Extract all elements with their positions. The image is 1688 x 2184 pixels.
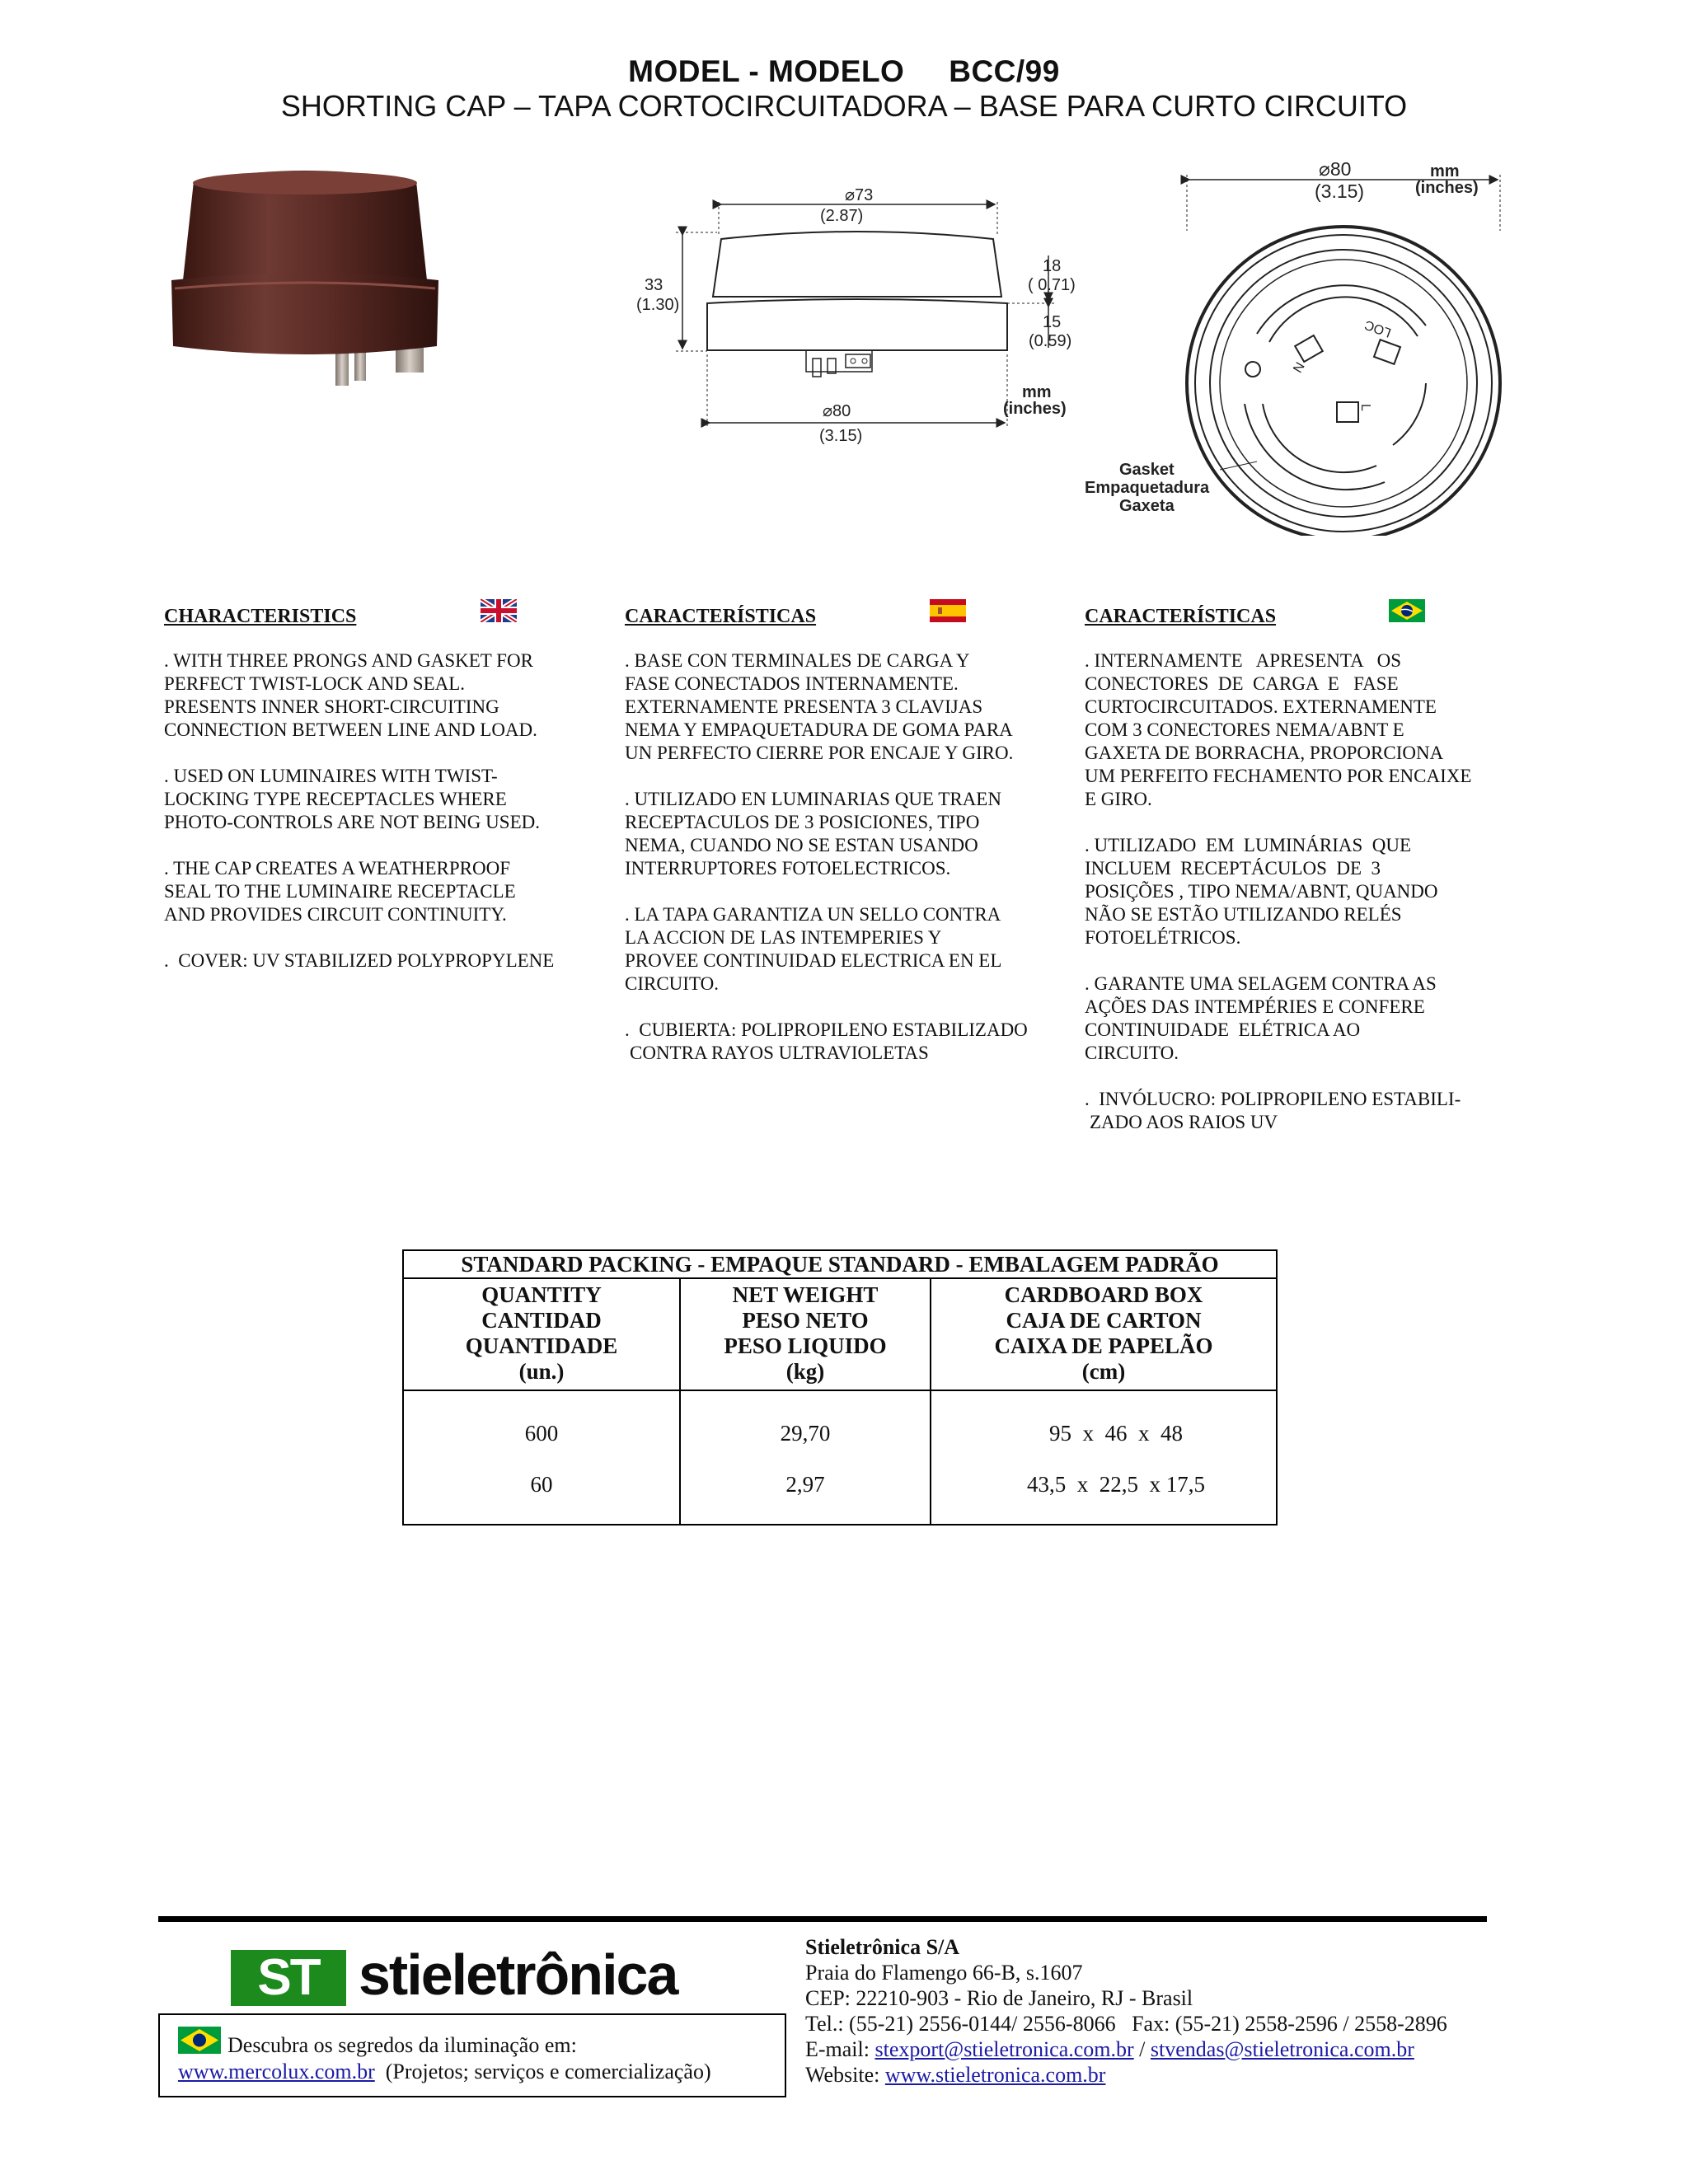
bullet-item: . UTILIZADO EM LUMINÁRIAS QUE INCLUEM RECEPTÁCULOS DE 3 POSIÇÕES , TIPO NEMA/ABNT, QUANDO NÃO SE ESTÃO UTILIZANDO RELÉS FOTOELÉTRICOS. (1085, 835, 1438, 948)
col-header-quantity: QUANTITY CANTIDAD QUANTIDADE (un.) (403, 1278, 680, 1390)
gasket-label-pt: Gaxeta (1119, 497, 1175, 515)
promo-box (158, 2013, 786, 2097)
label-n: N (1291, 359, 1308, 376)
cell-weight: 29,70 2,97 (680, 1390, 931, 1525)
dim-18-inches: ( 0.71) (1028, 276, 1076, 294)
characteristics-column-en (164, 605, 621, 996)
bullet-item: . CUBIERTA: POLIPROPILENO ESTABILIZADO CONTRA RAYOS ULTRAVIOLETAS (625, 1019, 1028, 1063)
page-title: MODEL - MODELO BCC/99 (628, 54, 1060, 88)
bullet-item: . UTILIZADO EN LUMINARIAS QUE TRAEN RECEPTACULOS DE 3 POSICIONES, TIPO NEMA, CUANDO NO SE ESTAN USANDO INTERRUPTORES FOTOELECTRICOS. (625, 789, 1001, 879)
bullet-item: . THE CAP CREATES A WEATHERPROOF SEAL TO THE LUMINAIRE RECEPTACLE AND PROVIDES CIRCUIT CONTINUITY. (164, 858, 516, 925)
bullet-item: . LA TAPA GARANTIZA UN SELLO CONTRA LA ACCION DE LAS INTEMPERIES Y PROVEE CONTINUIDAD ELECTRICA EN EL CIRCUITO. (625, 904, 1002, 994)
email-export-link[interactable]: stexport@stieletronica.com.br (874, 2037, 1134, 2061)
dim-top-inches: (2.87) (820, 207, 864, 225)
characteristics-column-es (625, 605, 1082, 1088)
cell-quantity: 600 60 (403, 1390, 680, 1525)
unit-inches: (inches) (1003, 400, 1067, 418)
email-line: E-mail: stexport@stieletronica.com.br / stvendas@stieletronica.com.br (805, 2037, 1414, 2061)
table-row (403, 1390, 1277, 1525)
unit-inches-top: (inches) (1415, 179, 1479, 197)
label-loc: LOC (1362, 316, 1394, 340)
contact-block (805, 1934, 1447, 2088)
phone-line: Tel.: (55-21) 2556-0144/ 2556-8066 Fax: (55-21) 2558-2596 / 2558-2896 (805, 2012, 1447, 2036)
label-l: L (1358, 404, 1372, 411)
bullet-item: . GARANTE UMA SELAGEM CONTRA AS AÇÕES DAS INTEMPÉRIES E CONFERE CONTINUIDADE ELÉTRICA AO CIRCUITO. (1085, 973, 1437, 1063)
promo-line: www.mercolux.com.br (Projetos; serviços e comercialização) (178, 2060, 711, 2083)
page-subtitle: SHORTING CAP – TAPA CORTOCIRCUITADORA – BASE PARA CURTO CIRCUITO (280, 89, 1408, 123)
company-name: Stieletrônica S/A (805, 1935, 960, 1959)
characteristics-column-pt (1085, 605, 1546, 1157)
col-header-box: CARDBOARD BOX CAJA DE CARTON CAIXA DE PAPELÃO (cm) (931, 1278, 1277, 1390)
unit-mm: mm (1022, 383, 1052, 401)
gasket-label-es: Empaquetadura (1085, 479, 1210, 497)
dia-value: ⌀80 (1319, 158, 1352, 180)
dia-inches: (3.15) (1315, 180, 1365, 202)
dim-height: 33 (645, 276, 663, 294)
product-photo (165, 165, 602, 412)
packing-caption: STANDARD PACKING - EMPAQUE STANDARD - EMBALAGEM PADRÃO (403, 1250, 1277, 1278)
dim-15: 15 (1043, 313, 1062, 331)
footer-rule (158, 1916, 1487, 1922)
dim-bottom-diameter: ⌀80 (823, 402, 851, 420)
logo-mark: ST (231, 1950, 346, 2006)
cell-box: 95 x 46 x 48 43,5 x 22,5 x 17,5 (931, 1390, 1277, 1525)
packing-table (402, 1249, 1278, 1526)
bullet-item: . COVER: UV STABILIZED POLYPROPYLENE (164, 950, 555, 971)
website-line: Website: www.stieletronica.com.br (805, 2063, 1106, 2087)
top-view-drawing (1080, 157, 1525, 536)
column-heading: CARACTERÍSTICAS (625, 606, 817, 627)
address-line: CEP: 22210-903 - Rio de Janeiro, RJ - Brasil (805, 1986, 1193, 2010)
brazil-flag-icon (178, 2027, 221, 2054)
website-link[interactable]: www.stieletronica.com.br (884, 2063, 1106, 2087)
dim-height-inches: (1.30) (636, 296, 680, 314)
column-heading: CHARACTERISTICS (164, 606, 357, 627)
gasket-label-en: Gasket (1119, 461, 1175, 479)
dim-top-diameter: ⌀73 (845, 186, 874, 204)
promo-text: Descubra os segredos da iluminação em: (227, 2033, 577, 2057)
col-header-weight: NET WEIGHT PESO NETO PESO LIQUIDO (kg) (680, 1278, 931, 1390)
side-dimension-drawing (626, 165, 1088, 453)
mercolux-link[interactable]: www.mercolux.com.br (178, 2060, 375, 2083)
bullet-item: . INVÓLUCRO: POLIPROPILENO ESTABILI- ZADO AOS RAIOS UV (1085, 1089, 1461, 1132)
email-sales-link[interactable]: stvendas@stieletronica.com.br (1150, 2037, 1414, 2061)
bullet-item: . BASE CON TERMINALES DE CARGA Y FASE CONECTADOS INTERNAMENTE. EXTERNAMENTE PRESENTA 3 CLAVIJAS NEMA Y EMPAQUETADURA DE GOMA PARA UN PERFECTO CIERRE POR ENCAJE Y GIRO. (625, 650, 1014, 763)
bullet-item: . WITH THREE PRONGS AND GASKET FOR PERFECT TWIST-LOCK AND SEAL. PRESENTS INNER SHORT-CIRCUITING CONNECTION BETWEEN LINE AND LOAD. (164, 650, 537, 740)
bullet-item: . INTERNAMENTE APRESENTA OS CONECTORES DE CARGA E FASE CURTOCIRCUITADOS. EXTERNAMENTE COM 3 CONECTORES NEMA/ABNT E GAXETA DE BORRACHA, PROPORCIONA UM PERFEITO FECHAMENTO POR ENCAIXE E GIRO. (1085, 650, 1472, 809)
address-line: Praia do Flamengo 66-B, s.1607 (805, 1961, 1083, 1985)
unit-mm-top: mm (1430, 162, 1460, 180)
dim-15-inches: (0.59) (1029, 332, 1072, 350)
logo-text: stieletrônica (359, 1943, 678, 2007)
dim-bottom-inches: (3.15) (819, 427, 863, 445)
dim-18: 18 (1043, 257, 1062, 275)
bullet-item: . USED ON LUMINAIRES WITH TWIST- LOCKING TYPE RECEPTACLES WHERE PHOTO-CONTROLS ARE NOT BEING USED. (164, 766, 540, 832)
column-heading: CARACTERÍSTICAS (1085, 606, 1277, 627)
